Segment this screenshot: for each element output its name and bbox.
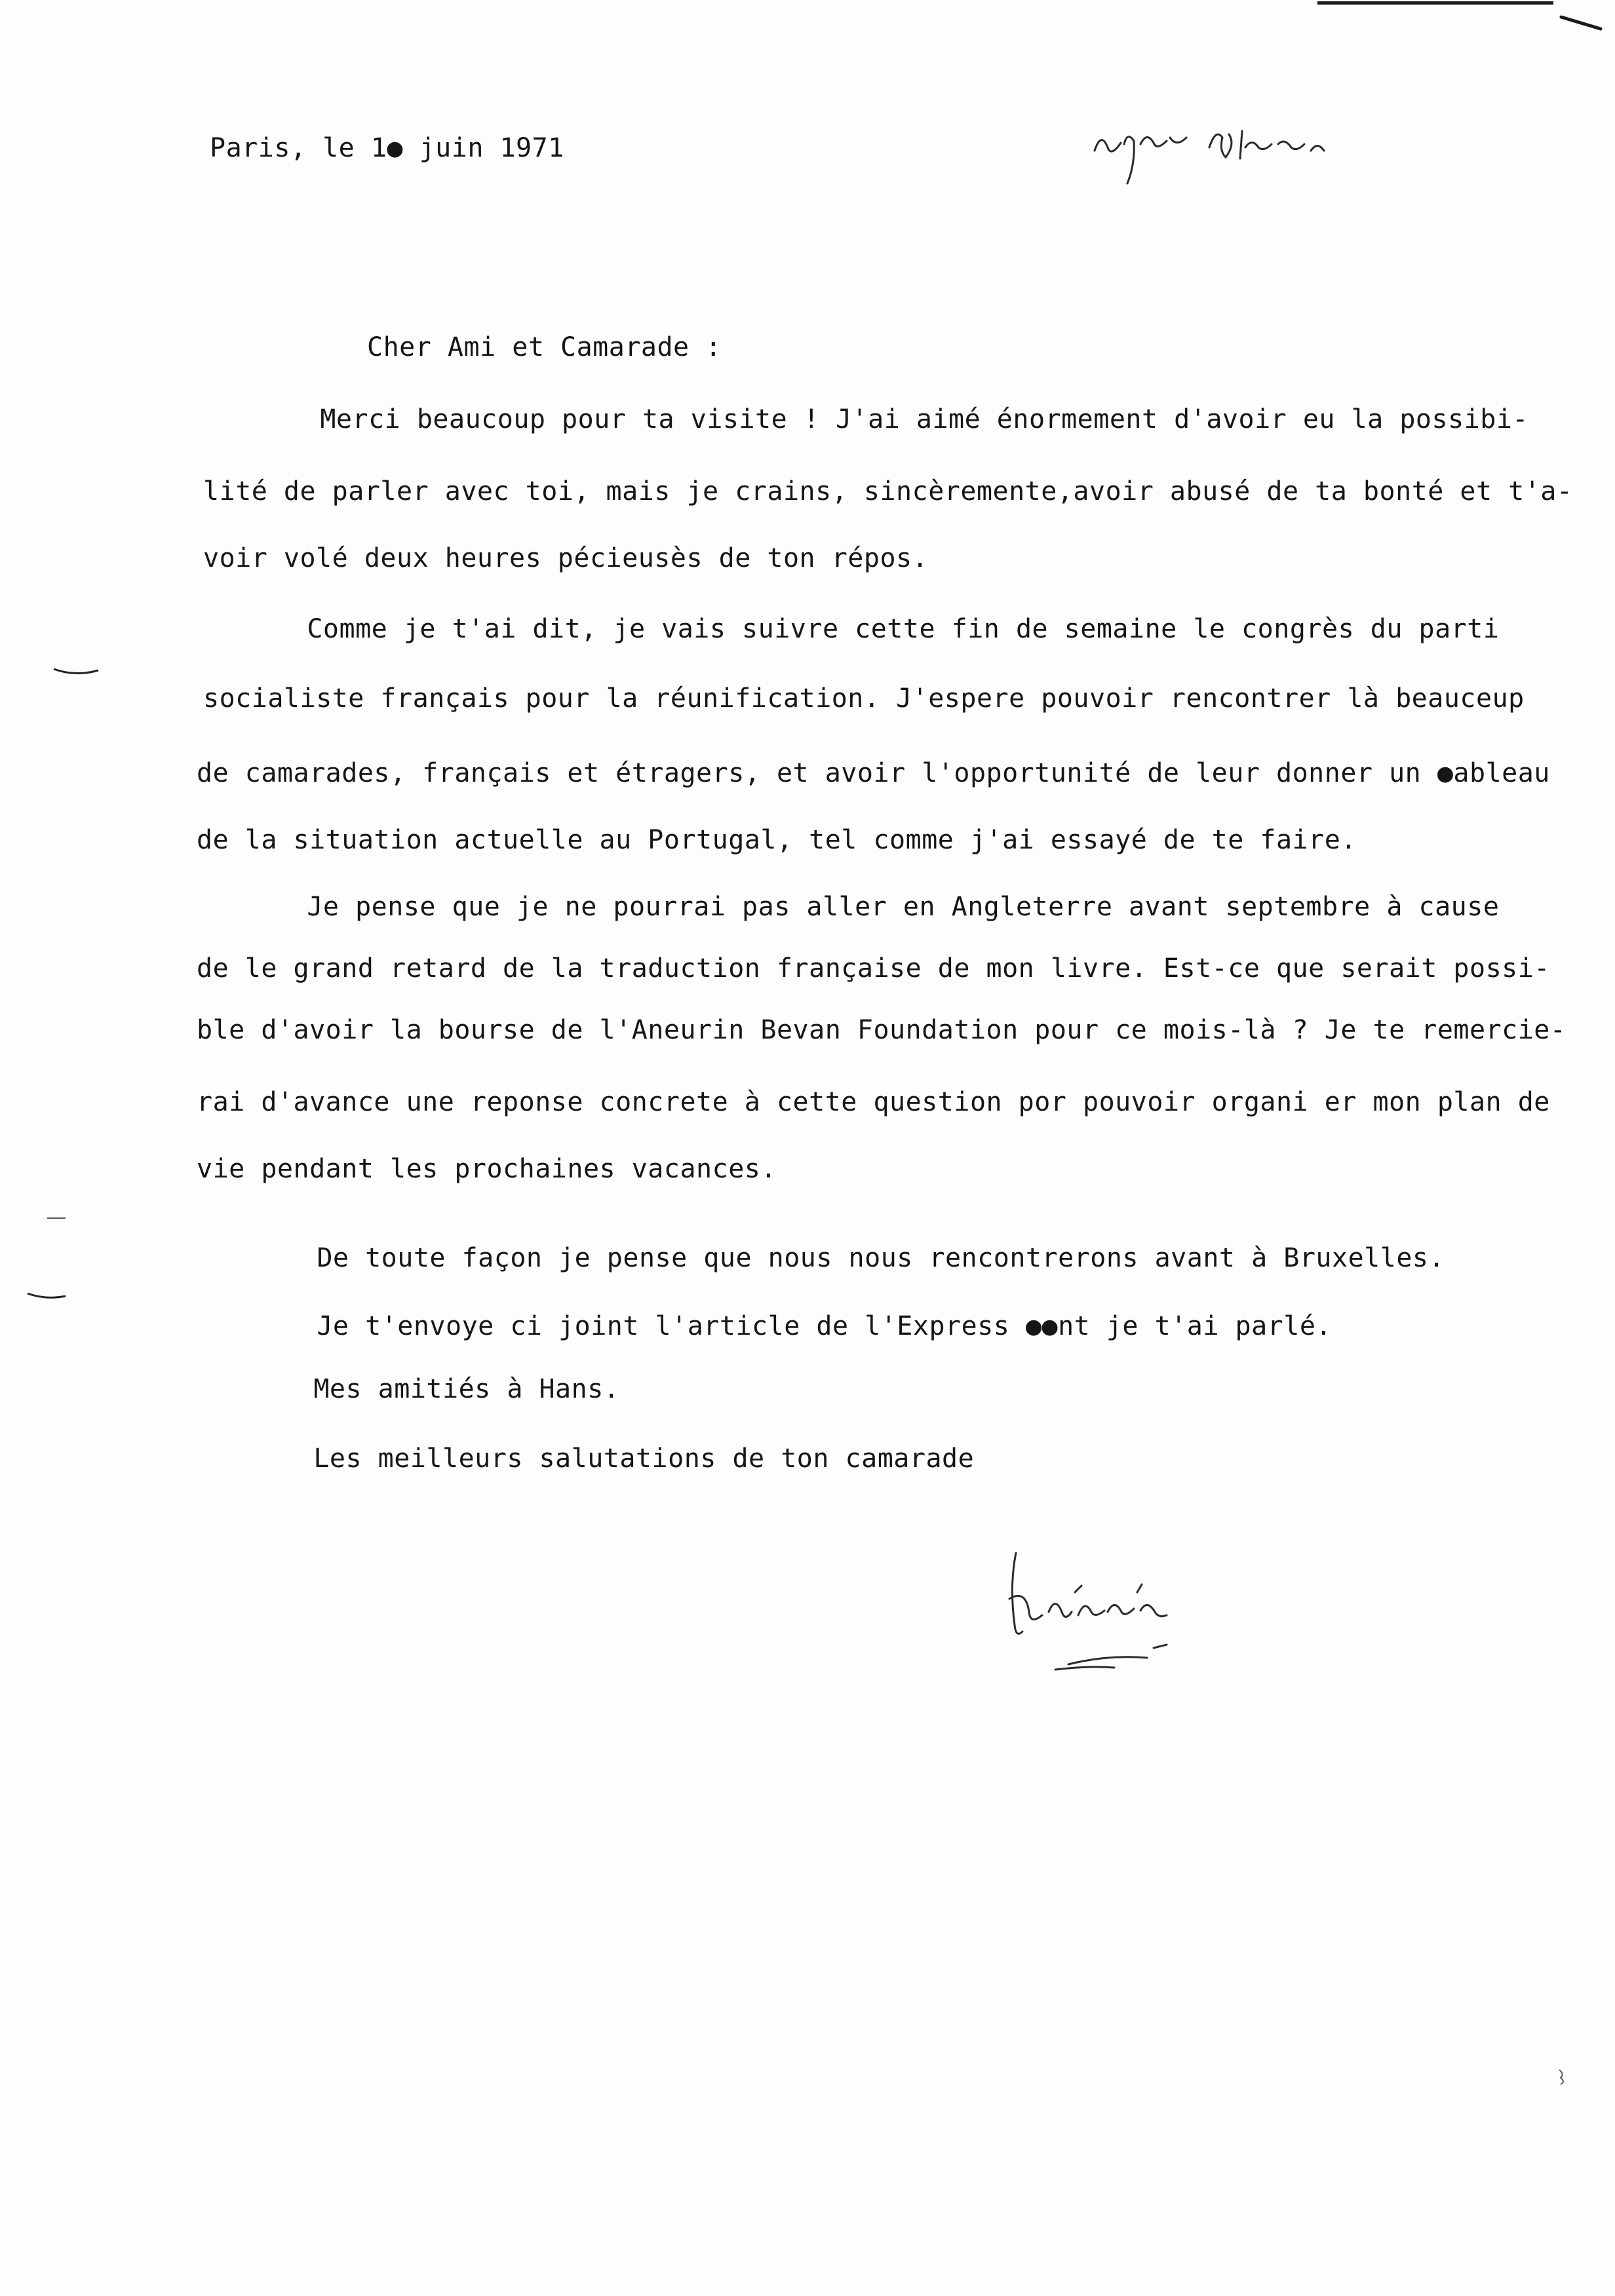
paragraph-2-line-4: de la situation actuelle au Portugal, tel comme j'ai essayé de te faire. xyxy=(197,825,1357,855)
closing-line-4: Les meilleurs salutations de ton camarade xyxy=(249,1444,975,1474)
scan-stroke-mark xyxy=(1560,13,1606,33)
paragraph-1-line-2: lité de parler avec toi, mais je crains, sincèremente,avoir abusé de ta bonté et t'a- xyxy=(203,476,1573,507)
scan-edge-mark xyxy=(1317,1,1553,5)
paragraph-2-line-1: Comme je t'ai dit, je vais suivre cette fin de semaine le congrès du parti xyxy=(243,614,1500,644)
margin-mark-2 xyxy=(46,1215,72,1222)
letter-salutation: Cher Ami et Camarade : xyxy=(367,332,722,362)
paragraph-3-line-4: rai d'avance une reponse concrete à cette question por pouvoir organi er mon plan de xyxy=(197,1087,1550,1117)
paragraph-3-line-1: Je pense que je ne pourrai pas aller en Angleterre avant septembre à cause xyxy=(243,892,1500,922)
stray-mark xyxy=(1557,2067,1570,2087)
paragraph-1-line-3: voir volé deux heures pécieusès de ton répos. xyxy=(203,543,929,573)
closing-line-2: Je t'envoye ci joint l'article de l'Express ●●nt je t'ai parlé. xyxy=(252,1311,1332,1341)
paragraph-2-line-2: socialiste français pour la réunification. J'espere pouvoir rencontrer là beauceup xyxy=(203,683,1525,714)
paragraph-3-line-3: ble d'avoir la bourse de l'Aneurin Bevan Foundation pour ce mois-là ? Je te remercie- xyxy=(197,1015,1566,1045)
letter-date: Paris, le 1● juin 1971 xyxy=(210,133,564,163)
closing-line-3: Mes amitiés à Hans. xyxy=(249,1374,620,1404)
paragraph-1-line-1: Merci beaucoup pour ta visite ! J'ai aimé énormement d'avoir eu la possibi- xyxy=(256,404,1528,434)
closing-line-1: De toute façon je pense que nous nous rencontrerons avant à Bruxelles. xyxy=(252,1243,1445,1273)
handwritten-signature xyxy=(990,1533,1199,1691)
margin-mark-1 xyxy=(52,665,105,678)
margin-mark-3 xyxy=(26,1291,72,1304)
handwritten-annotation xyxy=(1088,111,1337,203)
paragraph-2-line-3: de camarades, français et étragers, et avoir l'opportunité de leur donner un ●ableau xyxy=(197,758,1550,788)
paragraph-3-line-5: vie pendant les prochaines vacances. xyxy=(197,1154,777,1184)
paragraph-3-line-2: de le grand retard de la traduction française de mon livre. Est-ce que serait possi- xyxy=(197,953,1550,984)
